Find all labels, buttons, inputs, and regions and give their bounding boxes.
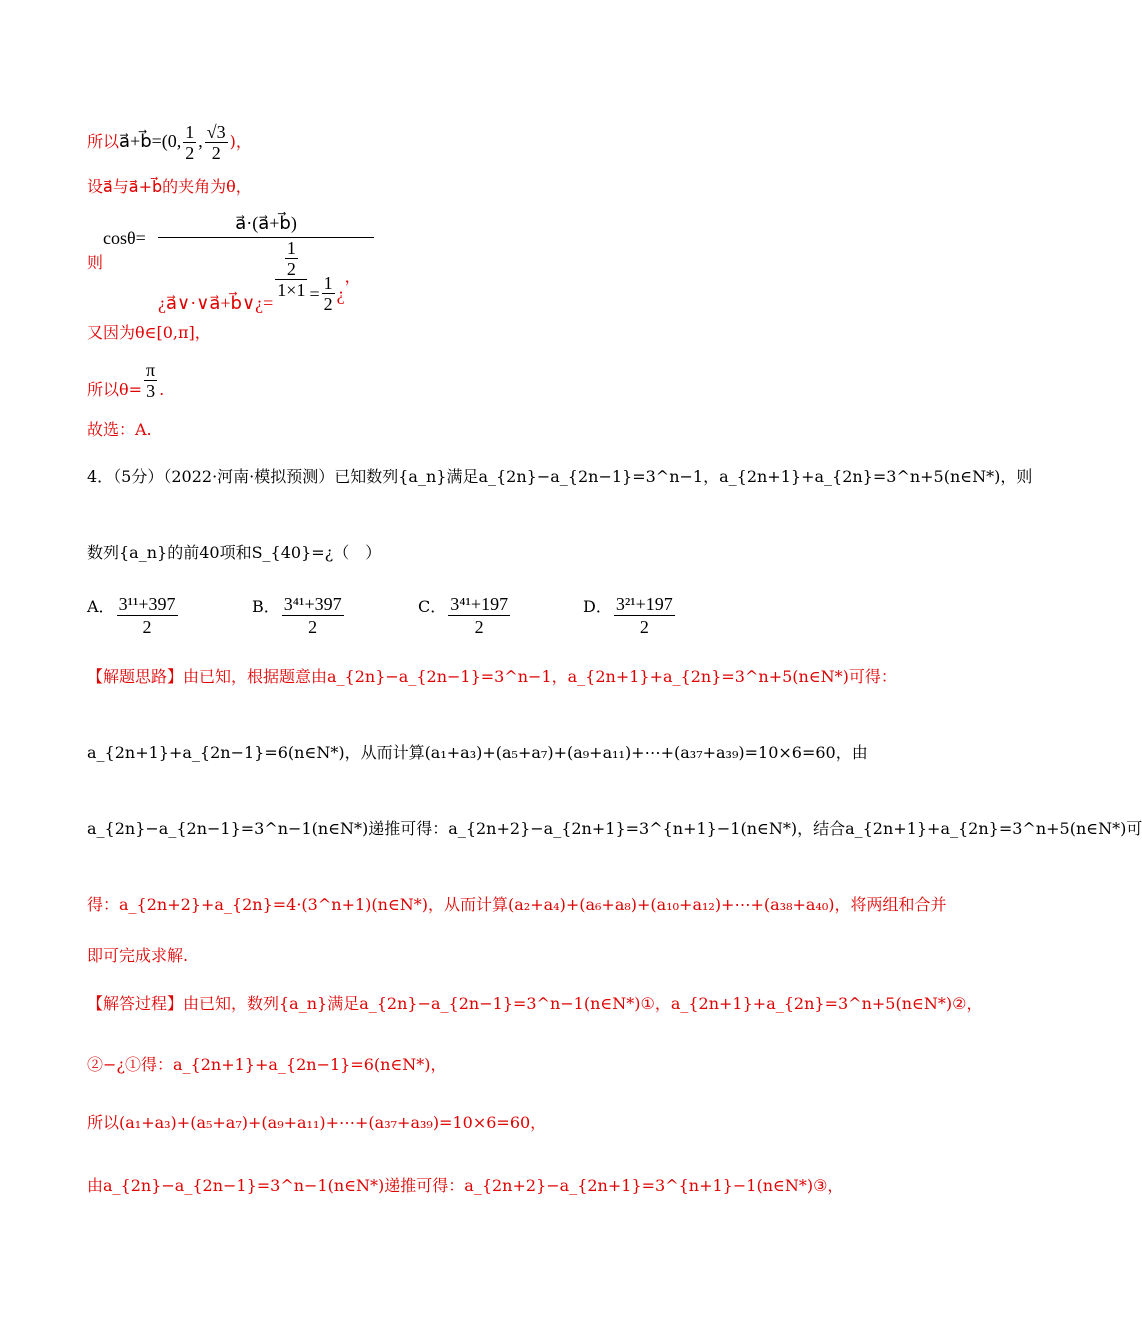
solution-line-3 [87,818,1142,840]
option-b[interactable] [252,593,346,638]
equals: = [309,283,320,304]
line-angle [87,176,252,198]
option-fraction [117,593,178,638]
solution-text: 所以(a₁+a₃)+(a₅+a₇)+(a₉+a₁₁)+⋯+(a₃₇+a₃₉)=10×6=60， [87,1113,547,1132]
line-theta-value [87,360,164,401]
numerator: 3⁴¹+197 [450,594,509,614]
inner-fraction [275,238,307,300]
math: a⃗+b⃗=(0, [119,131,182,151]
denominator: 3 [146,381,156,401]
denom-left: ¿a⃗∨·∨a⃗+b⃗∨¿= [158,292,274,313]
option-fraction [448,593,510,638]
solution-text: 【解题思路】由已知，根据题意由a_{2n}−a_{2n−1}=3^n−1，a_{2n+1}+a_{2n}=3^n+5(n∈N*)可得： [87,667,897,686]
option-label: B． [252,597,280,616]
nested-num: 1 [286,238,296,258]
fraction [183,122,196,163]
option-a[interactable] [87,593,180,638]
denominator: 2 [142,617,152,637]
inner-den: 1×1 [277,280,306,300]
text: 又因为θ∈[0,π]， [87,323,211,342]
denominator: 2 [639,617,649,637]
numerator: 3²¹+197 [615,594,673,614]
inner-num [275,238,307,280]
question-text: 数列{a_n}的前40项和S_{40}=¿（ ） [87,543,382,562]
option-label: A． [87,597,115,616]
solution-process [87,993,982,1015]
solution-text: 由a_{2n}−a_{2n−1}=3^n−1(n∈N*)递推可得：a_{2n+2}−a_{2n+1}=3^{n+1}−1(n∈N*)③， [87,1176,844,1195]
solution-line-4 [87,894,947,916]
solution-text: a_{2n+1}+a_{2n−1}=6(n∈N*)，从而计算(a₁+a₃)+(a₅+a₇)+(a₉+a₁₁)+⋯+(a₃₇+a₃₉)=10×6=60，由 [87,743,868,762]
text: 所以θ= [87,380,143,399]
fraction [144,360,157,401]
solution-line-8 [87,1112,546,1134]
result-fraction [322,273,335,314]
nested-fraction [285,238,298,279]
numerator: 3⁴¹+397 [283,594,342,614]
solution-line-5 [87,945,188,967]
numerator: 3¹¹+397 [118,594,176,614]
option-fraction [614,593,675,638]
solution-line-9 [87,1175,843,1197]
fraction-bar [158,237,374,238]
denominator: 2 [474,617,484,637]
text: . [159,380,165,399]
line-theta-range [87,322,211,344]
solution-line-7 [87,1054,447,1076]
solution-line-2 [87,742,868,764]
solution-idea [87,666,897,688]
text: )， [229,132,252,151]
nested-den: 2 [286,259,296,279]
question-line-2 [87,542,381,564]
cos-denominator [158,238,361,314]
option-label: C． [418,597,447,616]
text: 所以 [87,132,120,151]
cos-label: cosθ= [103,228,146,248]
option-fraction [282,593,344,638]
cos-numerator: a⃗·(a⃗+b⃗) [235,213,297,233]
solution-text: 【解答过程】由已知，数列{a_n}满足a_{2n}−a_{2n−1}=3^n−1(n∈N*)①，a_{2n+1}+a_{2n}=3^n+5(n∈N*)②， [87,994,983,1013]
ze-label: 则 [87,253,104,272]
solution-text: ②−¿①得：a_{2n+1}+a_{2n−1}=6(n∈N*)， [87,1055,447,1074]
text: 设a⃗与a⃗+b⃗的夹角为θ， [87,177,252,196]
question-line-1 [87,466,1032,488]
option-c[interactable] [418,593,512,638]
option-d[interactable] [583,593,677,638]
fraction [205,122,228,163]
option-label: D． [583,597,612,616]
result-den: 2 [323,293,333,314]
solution-text: 即可完成求解. [87,946,189,965]
denominator: 2 [308,617,318,637]
denominator: 2 [211,143,221,163]
numerator: 1 [185,122,195,142]
numerator: π [146,360,156,380]
solution-text: 得：a_{2n+2}+a_{2n}=4·(3^n+1)(n∈N*)，从而计算(a₂+a₄)+(a₆+a₈)+(a₁₀+a₁₂)+⋯+(a₃₈+a₄₀)，将两组和合并 [87,895,947,914]
denominator: 2 [185,143,195,163]
text: 故选：A. [87,420,152,439]
tail: ¿ [336,283,345,304]
result-num: 1 [323,272,333,293]
numerator: √3 [206,122,226,142]
solution-text: a_{2n}−a_{2n−1}=3^n−1(n∈N*)递推可得：a_{2n+2}−a_{2n+1}=3^{n+1}−1(n∈N*)，结合a_{2n+1}+a_{2n}=3^n+5(n∈N*)可 [87,819,1142,838]
comma: ， [344,266,361,286]
question-text: 4．（5分）（2022·河南·模拟预测）已知数列{a_n}满足a_{2n}−a_{2n−1}=3^n−1，a_{2n+1}+a_{2n}=3^n+5(n∈N*)，则 [87,467,1033,486]
line-answer [87,419,152,441]
line-a-plus-b: 所以a⃗+b⃗=(0, $\frac{1}{2}$ , $\frac{√3}{2}$ )， [87,122,252,163]
